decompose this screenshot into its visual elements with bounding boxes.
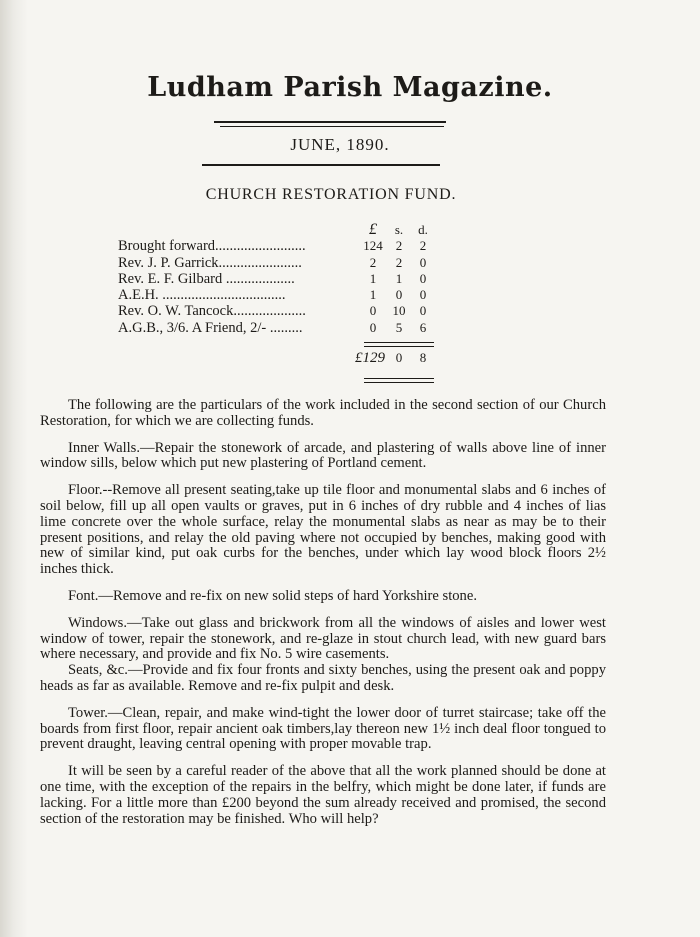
ledger-entry-name: Brought forward.........................	[118, 238, 306, 255]
ledger-row	[118, 320, 438, 336]
ledger-entry-shillings: 1	[395, 270, 403, 286]
intro-paragraph: The following are the particulars of the work included in the second section of our Church Restoration, for which we are collecting funds.	[40, 397, 606, 429]
pence-column-header: d.	[418, 222, 428, 237]
ledger-entry-name: Rev. J. P. Garrick.......................	[118, 254, 302, 271]
subtotal-rule	[364, 342, 434, 343]
ledger-entry-pence: 0	[419, 270, 427, 286]
ledger-entry-shillings: 2	[395, 238, 403, 254]
ledger-entry-pence: 0	[419, 303, 427, 319]
ledger-header-row	[118, 222, 438, 238]
ledger-entry-pence: 2	[419, 238, 427, 254]
subscription-ledger	[118, 222, 438, 366]
ledger-entry-pounds: 0	[369, 319, 377, 335]
magazine-title: Ludham Parish Magazine.	[147, 72, 553, 103]
ledger-row	[118, 238, 438, 254]
inner-walls-paragraph: Inner Walls.—Repair the stonework of arcade, and plastering of walls above line of inner window sills, below which put new plastering of Portland cement.	[40, 439, 606, 472]
ledger-entry-pence: 6	[419, 319, 427, 335]
ledger-entry-shillings: 5	[395, 319, 403, 335]
ledger-entry-pence: 0	[419, 287, 427, 303]
ledger-entry-pounds: 1	[369, 270, 377, 286]
pounds-column-header: £	[369, 221, 377, 238]
ledger-entry-pounds: 0	[369, 303, 377, 319]
total-shillings: 0	[395, 350, 403, 366]
subtotal-rule-2	[364, 346, 434, 347]
ledger-row	[118, 287, 438, 303]
total-pence: 8	[419, 350, 427, 366]
ledger-total-row	[118, 350, 438, 366]
ledger-entry-shillings: 2	[395, 254, 403, 270]
ledger-row	[118, 303, 438, 319]
total-rule-2	[364, 382, 434, 383]
total-pounds: £129	[355, 350, 385, 367]
ledger-entry-pounds: 2	[369, 254, 377, 270]
ledger-entry-pounds: 1	[369, 287, 377, 303]
ledger-entry-name: A.G.B., 3/6. A Friend, 2/- .........	[118, 319, 303, 336]
font-paragraph: Font.—Remove and re-fix on new solid steps of hard Yorkshire stone.	[68, 587, 477, 604]
title-rule-thin	[220, 126, 444, 127]
shillings-column-header: s.	[394, 222, 404, 237]
ledger-entry-name: Rev. O. W. Tancock....................	[118, 303, 306, 320]
ledger-row	[118, 255, 438, 271]
windows-paragraph: Windows.—Take out glass and brickwork from all the windows of aisles and lower west window of tower, repair the stonework, and re-glaze in stout church lead, with new guard bars where necessary, and provide and fix No. 5 wire casements.	[40, 614, 606, 663]
tower-paragraph: Tower.—Clean, repair, and make wind-tight the lower door of turret staircase; take off the boards from first floor, repair ancient oak timbers,lay thereon new 1½ inch deal floor tongued to prevent draught, leaving central opening with proper movable trap.	[40, 704, 606, 753]
ledger-entry-name: A.E.H. ..................................	[118, 287, 286, 304]
ledger-entry-pence: 0	[419, 254, 427, 270]
total-rule	[364, 378, 434, 379]
ledger-entry-shillings: 10	[392, 303, 406, 319]
ledger-entry-pounds: 124	[363, 238, 383, 254]
ledger-entry-name: Rev. E. F. Gilbard ...................	[118, 270, 295, 287]
ledger-row	[118, 271, 438, 287]
article-body	[40, 398, 606, 838]
fund-heading: CHURCH RESTORATION FUND.	[205, 186, 457, 203]
date-rule	[202, 164, 440, 166]
seats-paragraph: Seats, &c.—Provide and fix four fronts and sixty benches, using the present oak and poppy heads as far as available. Remove and re-fix pulpit and desk.	[40, 662, 606, 694]
issue-date: JUNE, 1890.	[290, 135, 390, 154]
floor-paragraph: Floor.--Remove all present seating,take up tile floor and monumental slabs and 6 inches of soil below, fill up all open vaults or graves, put in 6 inches of dry rubble and 4 inches of lias lime concrete over the whole surface, relay the monumental slabs as near as may be to their present positions, and relay the old paving where not occupied by benches, making good with new of similar kind, put oak curbs for the benches, under which lay wood block floors 2½ inches thick.	[40, 482, 606, 578]
ledger-entry-shillings: 0	[395, 287, 403, 303]
closing-paragraph: It will be seen by a careful reader of the above that all the work planned should be done at one time, with the exception of the repairs in the belfry, which might be done later, if funds are lacking. For a little more than £200 beyond the sum already received and promised, the second section of the restoration may be finished. Who will help?	[40, 763, 606, 827]
title-rule-thick	[214, 121, 446, 123]
